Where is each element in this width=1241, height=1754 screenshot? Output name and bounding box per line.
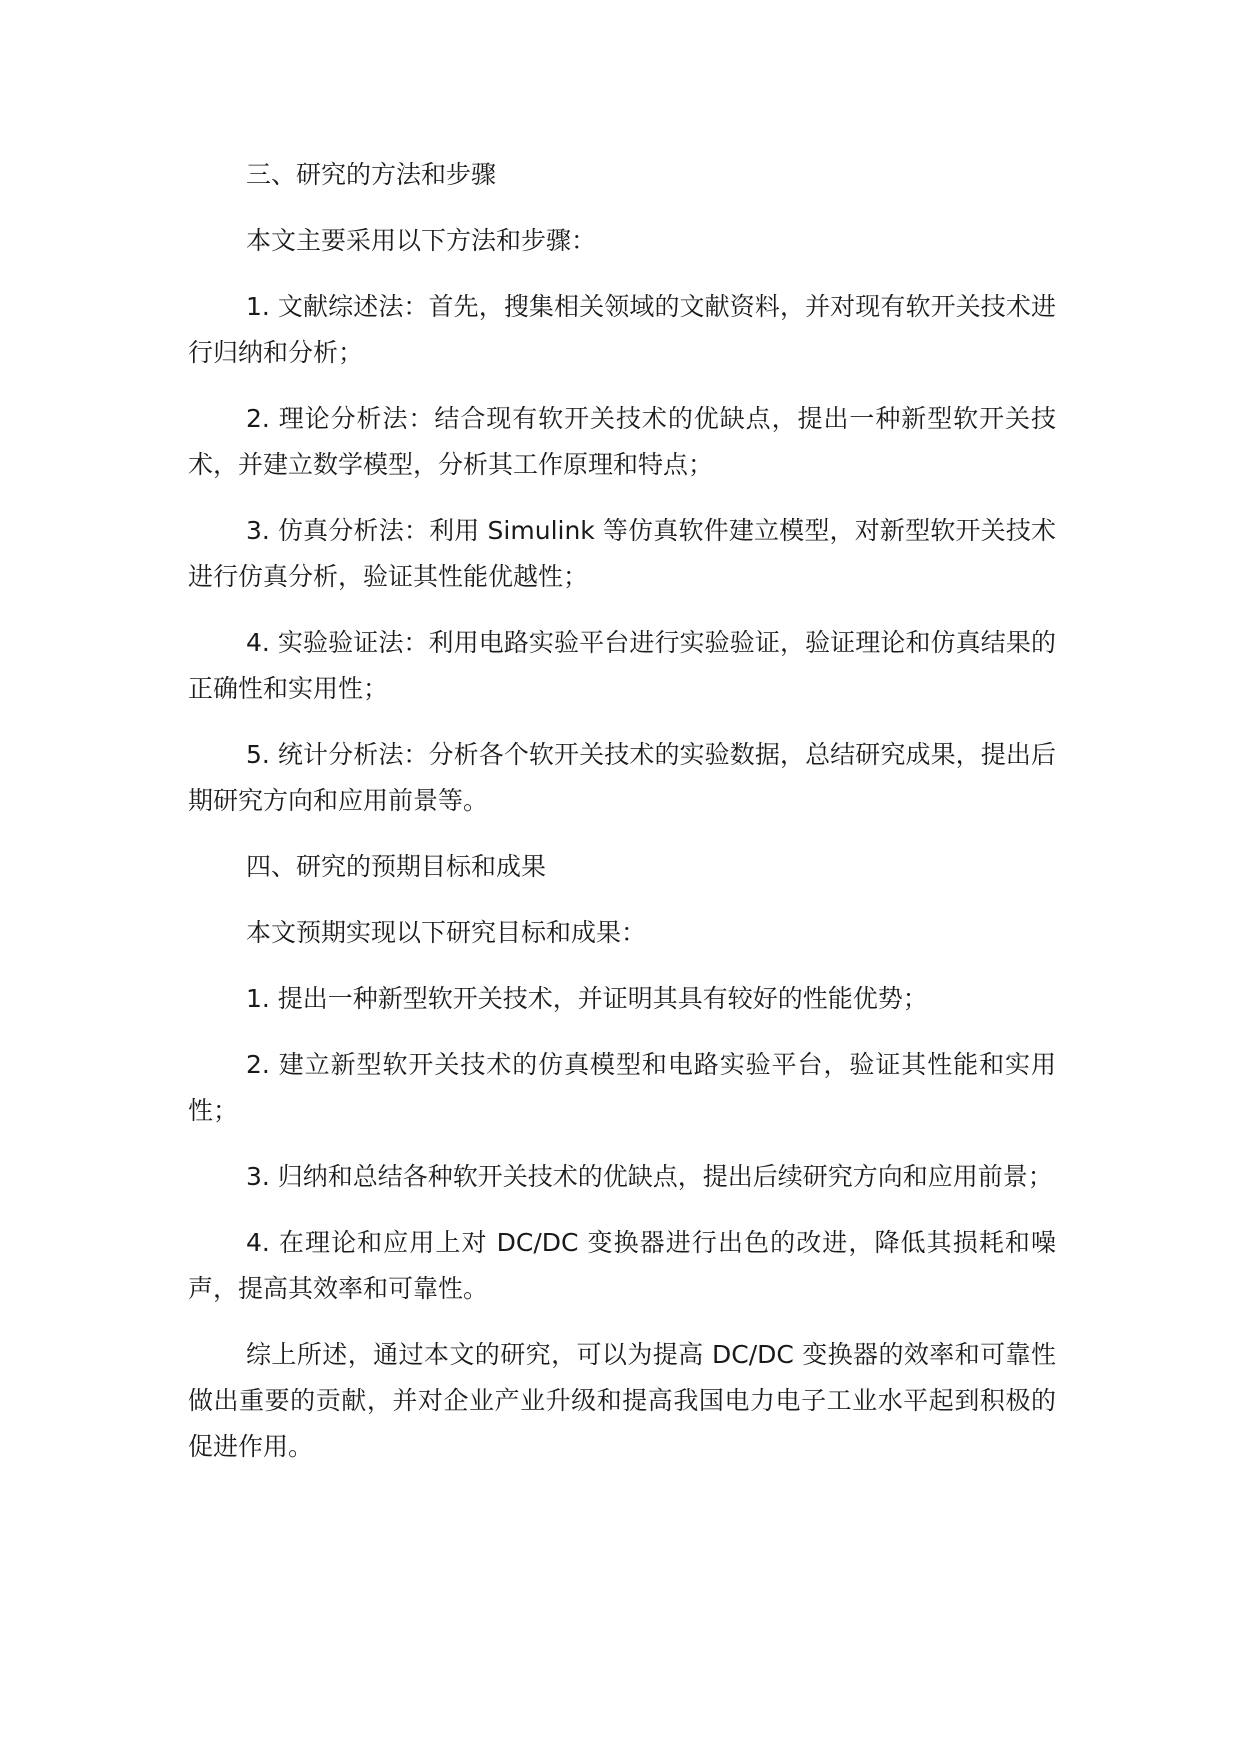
method-item-2: 2. 理论分析法：结合现有软开关技术的优缺点，提出一种新型软开关技术，并建立数学模型，分析其工作原理和特点； <box>188 404 1056 479</box>
section-4-heading: 四、研究的预期目标和成果 <box>246 852 547 881</box>
conclusion-paragraph: 综上所述，通过本文的研究，可以为提高 DC/DC 变换器的效率和可靠性做出重要的贡献，并对企业产业升级和提高我国电力电子工业水平起到积极的促进作用。 <box>188 1340 1056 1461</box>
method-item-3: 3. 仿真分析法：利用 Simulink 等仿真软件建立模型，对新型软开关技术进行仿真分析，验证其性能优越性； <box>188 516 1056 591</box>
method-item-1: 1. 文献综述法：首先，搜集相关领域的文献资料，并对现有软开关技术进行归纳和分析； <box>188 292 1056 367</box>
goal-item-3: 3. 归纳和总结各种软开关技术的优缺点，提出后续研究方向和应用前景； <box>246 1162 1053 1191</box>
method-item-4: 4. 实验验证法：利用电路实验平台进行实验验证，验证理论和仿真结果的正确性和实用性； <box>188 628 1056 703</box>
document-body <box>188 152 1056 1490</box>
section-3-intro: 本文主要采用以下方法和步骤： <box>246 226 597 255</box>
method-item-5: 5. 统计分析法：分析各个软开关技术的实验数据，总结研究成果，提出后期研究方向和应用前景等。 <box>188 740 1056 815</box>
goal-item-2: 2. 建立新型软开关技术的仿真模型和电路实验平台，验证其性能和实用性； <box>188 1050 1056 1125</box>
goal-item-4: 4. 在理论和应用上对 DC/DC 变换器进行出色的改进，降低其损耗和噪声，提高其效率和可靠性。 <box>188 1228 1056 1303</box>
section-3-heading: 三、研究的方法和步骤 <box>246 160 497 189</box>
section-4-intro: 本文预期实现以下研究目标和成果： <box>246 918 647 947</box>
goal-item-1: 1. 提出一种新型软开关技术，并证明其具有较好的性能优势； <box>246 984 928 1013</box>
